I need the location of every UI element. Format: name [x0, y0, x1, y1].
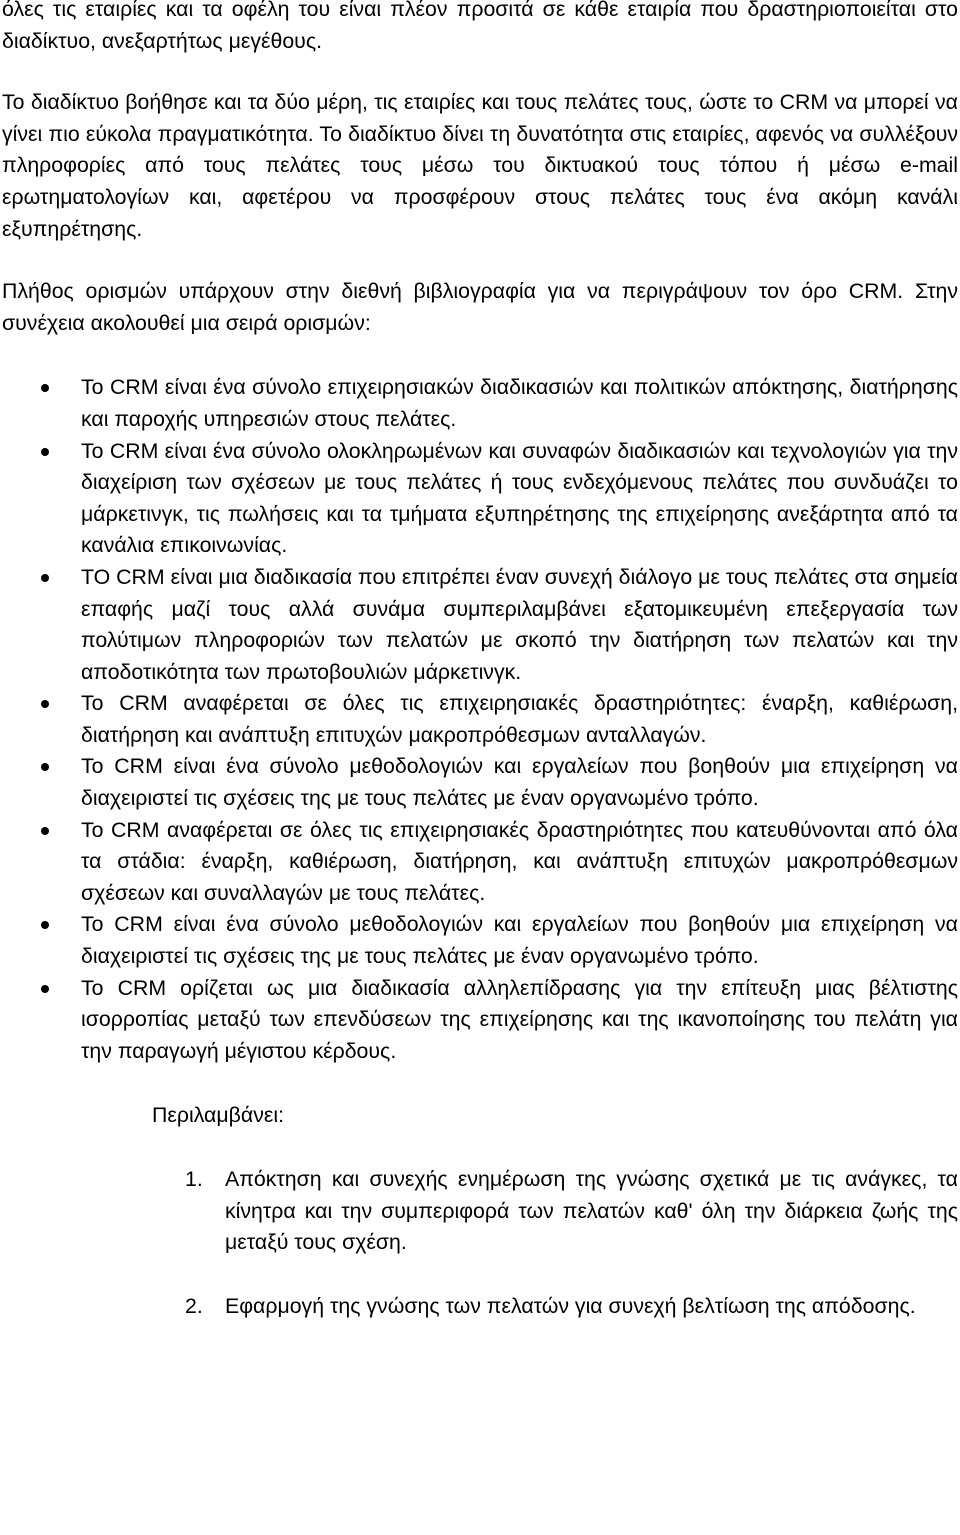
- definition-text: Το CRM αναφέρεται σε όλες τις επιχειρησιακές δραστηριότητες που κατευθύνονται από όλα τα στάδια: έναρξη, καθιέρωση, διατήρηση, και ανάπτυξη επιτυχών μακροπρόθεσμων σχέσεων και συναλλαγών με τους πελάτες.: [81, 817, 958, 905]
- definition-item: [0, 562, 960, 688]
- definition-text: ΤΟ CRM είναι μια διαδικασία που επιτρέπει έναν συνεχή διάλογο με τους πελάτες στα σημεία επαφής μαζί τους αλλά συνάμα συμπεριλαμβάνει εξατομικευμένη επεξεργασία των πολύτιμων πληροφοριών των πελατών με σκοπό την διατήρηση των πελατών και την αποδοτικότητα των πρωτοβουλιών μάρκετινγκ.: [81, 564, 958, 684]
- item-text: Εφαρμογή της γνώσης των πελατών για συνεχή βελτίωση της απόδοσης.: [225, 1293, 916, 1318]
- definition-item: [0, 973, 960, 1068]
- includes-list: [0, 1164, 960, 1322]
- bullet-icon: [41, 448, 49, 456]
- definition-item: [0, 751, 960, 814]
- definition-text: Το CRM είναι ένα σύνολο μεθοδολογιών και εργαλείων που βοηθούν μια επιχείρηση να διαχειριστεί τις σχέσεις της με τους πελάτες με έναν οργανωμένο τρόπο.: [81, 754, 958, 811]
- includes-item: [0, 1164, 960, 1259]
- includes-item: [0, 1291, 960, 1323]
- definition-text: Το CRM είναι ένα σύνολο μεθοδολογιών και εργαλείων που βοηθούν μια επιχείρηση να διαχειριστεί τις σχέσεις της με τους πελάτες με έναν οργανωμένο τρόπο.: [81, 912, 958, 969]
- paragraph-internet-crm: Το διαδίκτυο βοήθησε και τα δύο μέρη, τις εταιρίες και τους πελάτες τους, ώστε το CRM να μπορεί να γίνει πιο εύκολα πραγματικότητα. Το διαδίκτυο δίνει τη δυνατότητα στις εταιρίες, αφενός να συλλέξουν πληροφορίες από τους πελάτες τους μέσω του δικτυακού τους τόπου ή μέσω e-mail ερωτηματολογίων και, αφετέρου να προσφέρουν στους πελάτες τους ένα ακόμη κανάλι εξυπηρέτησης.: [2, 90, 958, 241]
- paragraph-intro-continued: όλες τις εταιρίες και τα οφέλη του είναι πλέον προσιτά σε κάθε εταιρία που δραστηριοποιείται στο διαδίκτυο, ανεξαρτήτως μεγέθους.: [2, 0, 958, 53]
- definitions-list: [0, 372, 960, 1067]
- bullet-icon: [41, 384, 49, 392]
- definition-item: [0, 909, 960, 972]
- definition-item: [0, 815, 960, 910]
- item-number: 1.: [185, 1167, 203, 1191]
- definition-item: [0, 688, 960, 751]
- bullet-icon: [41, 827, 49, 835]
- paragraph-definitions-intro: Πλήθος ορισμών υπάρχουν στην διεθνή βιβλιογραφία για να περιγράψουν τον όρο CRM. Στην συνέχεια ακολουθεί μια σειρά ορισμών:: [2, 279, 958, 335]
- bullet-icon: [41, 700, 49, 708]
- definition-text: Το CRM αναφέρεται σε όλες τις επιχειρησιακές δραστηριότητες: έναρξη, καθιέρωση, διατήρηση και ανάπτυξη επιτυχών μακροπρόθεσμων ανταλλαγών.: [81, 691, 958, 747]
- bullet-icon: [41, 985, 49, 993]
- item-number: 2.: [185, 1293, 203, 1318]
- definition-text: Το CRM είναι ένα σύνολο επιχειρησιακών διαδικασιών και πολιτικών απόκτησης, διατήρησης και παροχής υπηρεσιών στους πελάτες.: [81, 375, 958, 431]
- definition-item: [0, 436, 960, 562]
- definition-item: [0, 372, 960, 435]
- definition-text: Το CRM είναι ένα σύνολο ολοκληρωμένων και συναφών διαδικασιών και τεχνολογιών για την διαχείριση των σχέσεων με τους πελάτες ή τους ενδεχόμενους πελάτες που συνδυάζει το μάρκετινγκ, τις πωλήσεις και τα τμήματα εξυπηρέτησης της επιχείρησης ανεξάρτητα από τα κανάλια επικοινωνίας.: [81, 438, 958, 558]
- bullet-icon: [41, 921, 49, 929]
- includes-label: Περιλαμβάνει:: [152, 1103, 284, 1128]
- bullet-icon: [41, 574, 49, 582]
- item-text: Απόκτηση και συνεχής ενημέρωση της γνώσης σχετικά με τις ανάγκες, τα κίνητρα και την συμπεριφορά των πελατών καθ' όλη την διάρκεια ζωής της μεταξύ τους σχέση.: [225, 1167, 958, 1255]
- bullet-icon: [41, 763, 49, 771]
- definition-text: Το CRM ορίζεται ως μια διαδικασία αλληλεπίδρασης για την επίτευξη μιας βέλτιστης ισορροπίας μεταξύ των επενδύσεων της επιχείρησης και της ικανοποίησης του πελάτη για την παραγωγή μέγιστου κέρδους.: [81, 975, 958, 1063]
